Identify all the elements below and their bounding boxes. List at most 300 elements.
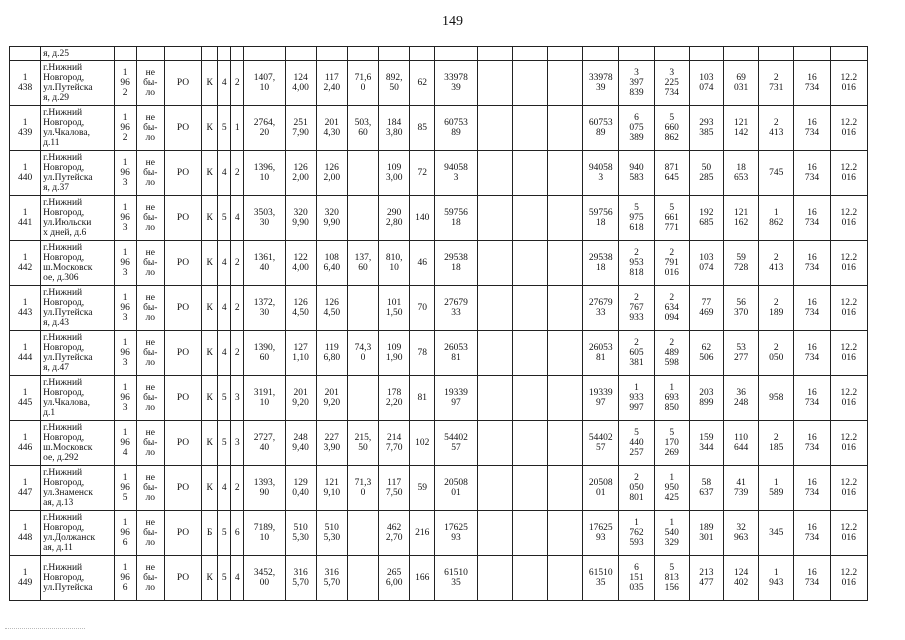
empty-cell — [512, 196, 547, 241]
empty-cell — [512, 61, 547, 106]
budget-cell: 203 899 — [689, 376, 723, 421]
cost-cell: 61510 35 — [435, 556, 477, 601]
total-area-cell: 7189, 10 — [244, 511, 285, 556]
floors-cell: 4 — [218, 241, 231, 286]
material-cell: К — [202, 196, 218, 241]
material-cell: К — [202, 466, 218, 511]
empty-cell — [548, 106, 583, 151]
status-cell: не бы- ло — [136, 151, 164, 196]
common-area-cell: 109 3,00 — [379, 151, 410, 196]
total-area-cell: 1361, 40 — [244, 241, 285, 286]
cost-cell: 17625 93 — [435, 511, 477, 556]
row-number: 1 442 — [10, 241, 41, 286]
living-area-cell: 201 4,30 — [316, 106, 347, 151]
year-cell: 1 96 4 — [114, 421, 136, 466]
empty-cell — [477, 286, 512, 331]
floors-cell: 5 — [218, 556, 231, 601]
floors-cell: 4 — [218, 61, 231, 106]
total-area-cell: 1390, 60 — [244, 331, 285, 376]
area-cell: 510 5,30 — [285, 511, 316, 556]
living-area-cell: 510 5,30 — [316, 511, 347, 556]
status-cell: не бы- ло — [136, 556, 164, 601]
other-cell: 2 731 — [759, 61, 794, 106]
owner-fund-cell: 5 661 771 — [654, 196, 689, 241]
table-row — [10, 241, 868, 286]
owner-fund-cell: 2 489 598 — [654, 331, 689, 376]
housing-register-table — [9, 46, 868, 601]
empty-cell — [548, 421, 583, 466]
unit-cost-cell: 16 734 — [794, 286, 830, 331]
budget-cell: 103 074 — [689, 241, 723, 286]
floors-cell: 5 — [218, 106, 231, 151]
floors-cell: 4 — [218, 331, 231, 376]
owner-cell: РО — [164, 421, 201, 466]
budget-cell: 293 385 — [689, 106, 723, 151]
owner-cell: РО — [164, 286, 201, 331]
other-cell: 2 050 — [759, 331, 794, 376]
material-cell: К — [202, 241, 218, 286]
area-cell: 122 4,00 — [285, 241, 316, 286]
empty-cell — [477, 511, 512, 556]
residents-cell: 102 — [410, 421, 435, 466]
local-budget-cell: 121 142 — [724, 106, 759, 151]
material-cell: К — [202, 151, 218, 196]
local-budget-cell: 56 370 — [724, 286, 759, 331]
living-area-cell: 108 6,40 — [316, 241, 347, 286]
year-cell: 1 96 3 — [114, 196, 136, 241]
empty-cell — [512, 421, 547, 466]
owner-fund-cell: 1 950 425 — [654, 466, 689, 511]
nonliving-area-cell: 503, 60 — [347, 106, 378, 151]
empty-cell — [512, 106, 547, 151]
empty-cell — [477, 556, 512, 601]
total-cost-cell: 59756 18 — [583, 196, 619, 241]
living-area-cell: 316 5,70 — [316, 556, 347, 601]
address-cell: г.Нижний Новгород, ул.Июльски х дней, д.6 — [41, 196, 114, 241]
material-cell: К — [202, 556, 218, 601]
date-cell: 12.2 016 — [830, 151, 867, 196]
entrances-cell: 2 — [231, 286, 244, 331]
material-cell: К — [202, 331, 218, 376]
date-cell: 12.2 016 — [830, 466, 867, 511]
row-number: 1 445 — [10, 376, 41, 421]
owner-cell: РО — [164, 466, 201, 511]
floors-cell: 5 — [218, 511, 231, 556]
common-area-cell: 214 7,70 — [379, 421, 410, 466]
budget-cell: 58 637 — [689, 466, 723, 511]
other-cell: 2 185 — [759, 421, 794, 466]
address-cell: г.Нижний Новгород, ш.Московск ое, д.292 — [41, 421, 114, 466]
cost-cell: 27679 33 — [435, 286, 477, 331]
year-cell: 1 96 2 — [114, 106, 136, 151]
other-cell: 2 413 — [759, 106, 794, 151]
living-area-cell: 201 9,20 — [316, 376, 347, 421]
empty-cell — [512, 286, 547, 331]
owner-cell: РО — [164, 376, 201, 421]
residents-cell: 81 — [410, 376, 435, 421]
owner-cell: РО — [164, 61, 201, 106]
empty-cell — [548, 151, 583, 196]
total-area-cell: 1393, 90 — [244, 466, 285, 511]
area-cell: 316 5,70 — [285, 556, 316, 601]
empty-cell — [512, 511, 547, 556]
status-cell: не бы- ло — [136, 241, 164, 286]
table-row — [10, 556, 868, 601]
local-budget-cell: 18 653 — [724, 151, 759, 196]
entrances-cell: 2 — [231, 331, 244, 376]
material-cell: Б — [202, 511, 218, 556]
address-cell: г.Нижний Новгород, ул.Путейска я, д.37 — [41, 151, 114, 196]
owner-cell: РО — [164, 556, 201, 601]
cost-cell: 94058 3 — [435, 151, 477, 196]
residents-cell: 85 — [410, 106, 435, 151]
fund-cell: 6 075 389 — [619, 106, 654, 151]
year-cell: 1 96 3 — [114, 151, 136, 196]
date-cell: 12.2 016 — [830, 376, 867, 421]
entrances-cell: 2 — [231, 61, 244, 106]
empty-cell — [477, 421, 512, 466]
date-cell: 12.2 016 — [830, 286, 867, 331]
budget-cell: 192 685 — [689, 196, 723, 241]
total-area-cell: 3503, 30 — [244, 196, 285, 241]
other-cell: 745 — [759, 151, 794, 196]
budget-cell: 189 301 — [689, 511, 723, 556]
owner-fund-cell: 5 813 156 — [654, 556, 689, 601]
local-budget-cell: 59 728 — [724, 241, 759, 286]
date-cell: 12.2 016 — [830, 511, 867, 556]
floors-cell: 5 — [218, 421, 231, 466]
entrances-cell: 4 — [231, 196, 244, 241]
empty-cell — [512, 376, 547, 421]
area-cell: 126 2,00 — [285, 151, 316, 196]
local-budget-cell: 69 031 — [724, 61, 759, 106]
owner-cell: РО — [164, 241, 201, 286]
local-budget-cell: 32 963 — [724, 511, 759, 556]
local-budget-cell: 110 644 — [724, 421, 759, 466]
date-cell: 12.2 016 — [830, 241, 867, 286]
year-cell: 1 96 5 — [114, 466, 136, 511]
floors-cell: 4 — [218, 286, 231, 331]
nonliving-area-cell — [347, 511, 378, 556]
owner-cell: РО — [164, 196, 201, 241]
unit-cost-cell: 16 734 — [794, 331, 830, 376]
address-cell: г.Нижний Новгород, ш.Московск ое, д.306 — [41, 241, 114, 286]
owner-fund-cell: 871 645 — [654, 151, 689, 196]
date-cell: 12.2 016 — [830, 331, 867, 376]
date-cell: 12.2 016 — [830, 556, 867, 601]
residents-cell: 78 — [410, 331, 435, 376]
table-row — [10, 376, 868, 421]
total-area-cell: 2727, 40 — [244, 421, 285, 466]
common-area-cell: 810, 10 — [379, 241, 410, 286]
address-cell: г.Нижний Новгород, ул.Должанск ая, д.11 — [41, 511, 114, 556]
year-cell: 1 96 3 — [114, 241, 136, 286]
table-row — [10, 286, 868, 331]
other-cell: 2 413 — [759, 241, 794, 286]
nonliving-area-cell: 215, 50 — [347, 421, 378, 466]
entrances-cell: 3 — [231, 421, 244, 466]
empty-cell — [477, 196, 512, 241]
empty-cell — [548, 511, 583, 556]
area-cell: 248 9,40 — [285, 421, 316, 466]
fund-cell: 3 397 839 — [619, 61, 654, 106]
empty-cell — [548, 466, 583, 511]
date-cell: 12.2 016 — [830, 61, 867, 106]
local-budget-cell: 53 277 — [724, 331, 759, 376]
other-cell: 345 — [759, 511, 794, 556]
empty-cell — [548, 241, 583, 286]
status-cell: не бы- ло — [136, 331, 164, 376]
address-cell: г.Нижний Новгород, ул.Путейска я, д.43 — [41, 286, 114, 331]
total-area-cell: 1396, 10 — [244, 151, 285, 196]
material-cell: К — [202, 106, 218, 151]
living-area-cell: 227 3,90 — [316, 421, 347, 466]
entrances-cell: 2 — [231, 151, 244, 196]
residents-cell: 166 — [410, 556, 435, 601]
fund-cell: 2 953 818 — [619, 241, 654, 286]
owner-cell: РО — [164, 511, 201, 556]
entrances-cell: 3 — [231, 376, 244, 421]
empty-cell — [512, 466, 547, 511]
common-area-cell: 265 6,00 — [379, 556, 410, 601]
nonliving-area-cell — [347, 286, 378, 331]
living-area-cell: 117 2,40 — [316, 61, 347, 106]
date-cell: 12.2 016 — [830, 421, 867, 466]
total-cost-cell: 20508 01 — [583, 466, 619, 511]
living-area-cell: 126 4,50 — [316, 286, 347, 331]
status-cell: не бы- ло — [136, 511, 164, 556]
total-cost-cell: 27679 33 — [583, 286, 619, 331]
date-cell: 12.2 016 — [830, 196, 867, 241]
floors-cell: 5 — [218, 196, 231, 241]
unit-cost-cell: 16 734 — [794, 151, 830, 196]
fund-cell: 2 605 381 — [619, 331, 654, 376]
fund-cell: 2 050 801 — [619, 466, 654, 511]
owner-fund-cell: 2 634 094 — [654, 286, 689, 331]
row-number: 1 446 — [10, 421, 41, 466]
unit-cost-cell: 16 734 — [794, 511, 830, 556]
status-cell: не бы- ло — [136, 376, 164, 421]
total-cost-cell: 26053 81 — [583, 331, 619, 376]
fund-cell: 5 975 618 — [619, 196, 654, 241]
total-area-cell: 3191, 10 — [244, 376, 285, 421]
budget-cell: 213 477 — [689, 556, 723, 601]
empty-cell — [548, 61, 583, 106]
cost-cell: 60753 89 — [435, 106, 477, 151]
fund-cell: 6 151 035 — [619, 556, 654, 601]
material-cell: К — [202, 286, 218, 331]
residents-cell: 70 — [410, 286, 435, 331]
table-row — [10, 151, 868, 196]
year-cell: 1 96 3 — [114, 331, 136, 376]
table-row — [10, 466, 868, 511]
area-cell: 251 7,90 — [285, 106, 316, 151]
owner-fund-cell: 2 791 016 — [654, 241, 689, 286]
area-cell: 126 4,50 — [285, 286, 316, 331]
status-cell: не бы- ло — [136, 196, 164, 241]
owner-fund-cell: 5 660 862 — [654, 106, 689, 151]
fund-cell: 940 583 — [619, 151, 654, 196]
empty-cell — [477, 331, 512, 376]
unit-cost-cell: 16 734 — [794, 106, 830, 151]
row-number: 1 440 — [10, 151, 41, 196]
other-cell: 958 — [759, 376, 794, 421]
empty-cell — [512, 331, 547, 376]
empty-cell — [512, 151, 547, 196]
table-row — [10, 331, 868, 376]
page-footer-line — [5, 628, 85, 633]
owner-fund-cell: 5 170 269 — [654, 421, 689, 466]
owner-fund-cell: 3 225 734 — [654, 61, 689, 106]
budget-cell: 62 506 — [689, 331, 723, 376]
cost-cell: 29538 18 — [435, 241, 477, 286]
row-number: 1 439 — [10, 106, 41, 151]
budget-cell: 50 285 — [689, 151, 723, 196]
common-area-cell: 178 2,20 — [379, 376, 410, 421]
material-cell: К — [202, 421, 218, 466]
nonliving-area-cell — [347, 196, 378, 241]
other-cell: 1 862 — [759, 196, 794, 241]
table-row — [10, 106, 868, 151]
year-cell: 1 96 6 — [114, 556, 136, 601]
common-area-cell: 184 3,80 — [379, 106, 410, 151]
common-area-cell: 101 1,50 — [379, 286, 410, 331]
material-cell: К — [202, 376, 218, 421]
empty-cell — [548, 556, 583, 601]
residents-cell: 72 — [410, 151, 435, 196]
living-area-cell: 320 9,90 — [316, 196, 347, 241]
empty-cell — [477, 106, 512, 151]
table-body — [10, 47, 868, 601]
nonliving-area-cell — [347, 556, 378, 601]
year-cell: 1 96 3 — [114, 286, 136, 331]
total-cost-cell: 60753 89 — [583, 106, 619, 151]
total-cost-cell: 17625 93 — [583, 511, 619, 556]
row-number: 1 449 — [10, 556, 41, 601]
unit-cost-cell: 16 734 — [794, 376, 830, 421]
row-number: 1 444 — [10, 331, 41, 376]
empty-cell — [477, 151, 512, 196]
entrances-cell: 1 — [231, 106, 244, 151]
year-cell: 1 96 3 — [114, 376, 136, 421]
cost-cell: 54402 57 — [435, 421, 477, 466]
cost-cell: 26053 81 — [435, 331, 477, 376]
fund-cell: 2 767 933 — [619, 286, 654, 331]
year-cell: 1 96 2 — [114, 61, 136, 106]
empty-cell — [548, 376, 583, 421]
unit-cost-cell: 16 734 — [794, 61, 830, 106]
table-row — [10, 511, 868, 556]
common-area-cell: 462 2,70 — [379, 511, 410, 556]
row-number: 1 447 — [10, 466, 41, 511]
empty-cell — [512, 556, 547, 601]
empty-cell — [477, 61, 512, 106]
nonliving-area-cell: 71,6 0 — [347, 61, 378, 106]
table-row — [10, 196, 868, 241]
residents-cell: 62 — [410, 61, 435, 106]
empty-cell — [512, 241, 547, 286]
common-area-cell: 290 2,80 — [379, 196, 410, 241]
address-cell: г.Нижний Новгород, ул.Чкалова, д.11 — [41, 106, 114, 151]
unit-cost-cell: 16 734 — [794, 466, 830, 511]
residents-cell: 140 — [410, 196, 435, 241]
budget-cell: 77 469 — [689, 286, 723, 331]
living-area-cell: 121 9,10 — [316, 466, 347, 511]
local-budget-cell: 124 402 — [724, 556, 759, 601]
status-cell: не бы- ло — [136, 61, 164, 106]
total-area-cell: 1407, 10 — [244, 61, 285, 106]
row-number: 1 448 — [10, 511, 41, 556]
empty-cell — [548, 286, 583, 331]
residents-cell: 46 — [410, 241, 435, 286]
other-cell: 1 589 — [759, 466, 794, 511]
owner-cell: РО — [164, 331, 201, 376]
floors-cell: 5 — [218, 376, 231, 421]
status-cell: не бы- ло — [136, 466, 164, 511]
year-cell: 1 96 6 — [114, 511, 136, 556]
common-area-cell: 892, 50 — [379, 61, 410, 106]
empty-cell — [548, 331, 583, 376]
local-budget-cell: 41 739 — [724, 466, 759, 511]
common-area-cell: 109 1,90 — [379, 331, 410, 376]
residents-cell: 59 — [410, 466, 435, 511]
owner-cell: РО — [164, 151, 201, 196]
address-cell: г.Нижний Новгород, ул.Путейска я, д.29 — [41, 61, 114, 106]
address-fragment: я, д.25 — [41, 47, 114, 61]
nonliving-area-cell: 137, 60 — [347, 241, 378, 286]
total-cost-cell: 33978 39 — [583, 61, 619, 106]
other-cell: 1 943 — [759, 556, 794, 601]
unit-cost-cell: 16 734 — [794, 241, 830, 286]
fund-cell: 1 762 593 — [619, 511, 654, 556]
entrances-cell: 6 — [231, 511, 244, 556]
living-area-cell: 126 2,00 — [316, 151, 347, 196]
common-area-cell: 117 7,50 — [379, 466, 410, 511]
fund-cell: 5 440 257 — [619, 421, 654, 466]
row-number: 1 441 — [10, 196, 41, 241]
nonliving-area-cell: 71,3 0 — [347, 466, 378, 511]
entrances-cell: 2 — [231, 466, 244, 511]
total-cost-cell: 54402 57 — [583, 421, 619, 466]
total-area-cell: 3452, 00 — [244, 556, 285, 601]
status-cell: не бы- ло — [136, 286, 164, 331]
empty-cell — [477, 466, 512, 511]
cost-cell: 33978 39 — [435, 61, 477, 106]
total-cost-cell: 19339 97 — [583, 376, 619, 421]
page-number: 149 — [442, 14, 463, 29]
nonliving-area-cell — [347, 376, 378, 421]
address-cell: г.Нижний Новгород, ул.Путейска — [41, 556, 114, 601]
address-cell: г.Нижний Новгород, ул.Чкалова, д.1 — [41, 376, 114, 421]
unit-cost-cell: 16 734 — [794, 196, 830, 241]
table-row-continued — [10, 47, 868, 61]
cost-cell: 19339 97 — [435, 376, 477, 421]
residents-cell: 216 — [410, 511, 435, 556]
entrances-cell: 4 — [231, 556, 244, 601]
empty-cell — [477, 241, 512, 286]
nonliving-area-cell: 74,3 0 — [347, 331, 378, 376]
row-number: 1 443 — [10, 286, 41, 331]
entrances-cell: 2 — [231, 241, 244, 286]
table-row — [10, 61, 868, 106]
budget-cell: 103 074 — [689, 61, 723, 106]
owner-cell: РО — [164, 106, 201, 151]
material-cell: К — [202, 61, 218, 106]
table-row — [10, 421, 868, 466]
unit-cost-cell: 16 734 — [794, 556, 830, 601]
total-cost-cell: 94058 3 — [583, 151, 619, 196]
area-cell: 129 0,40 — [285, 466, 316, 511]
